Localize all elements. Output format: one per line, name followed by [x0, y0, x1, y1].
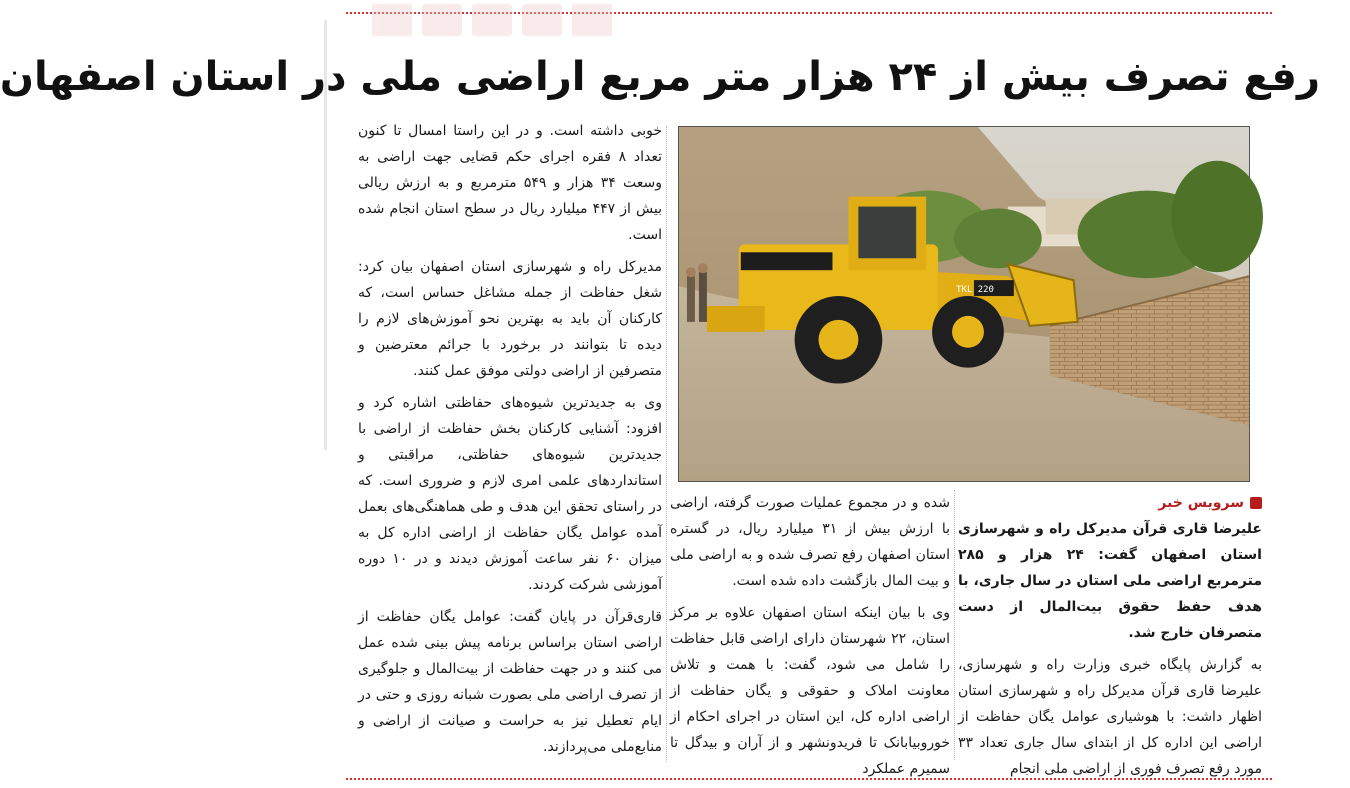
article-photo [678, 126, 1250, 482]
body-paragraph: وی با بیان اینکه استان اصفهان علاوه بر مرکز استان، ۲۲ شهرستان دارای اراضی قابل حفاظت را شامل می شود، گفت: با همت و تلاش معاونت املاک و حقوقی و یگان حفاظت از اراضی اداره کل، این استان در اجرای احکام از خوروبیابانک تا فریدونشهر و از آران و بیدگل تا سمیرم عملکرد [670, 605, 950, 777]
article-column-left [358, 118, 662, 762]
corner-mark [1312, 0, 1350, 14]
body-paragraph: مدیرکل راه و شهرسازی استان اصفهان بیان کرد: شغل حفاظت از جمله مشاغل حساس است، که کارکنان آن باید به بهترین نحو آموزش‌های لازم را دیده تا بتوانند در برخورد با جرائم معترضین و متصرفین از اراضی دولتی موفق عمل کنند. [358, 259, 662, 379]
body-paragraph: قاری‌قرآن در پایان گفت: عوامل یگان حفاظت از اراضی استان براساس برنامه پیش بینی شده عمل می کنند و در جهت حفاظت از بیت‌المال و جلوگیری از تصرف اراضی ملی بصورت شبانه روزی و حتی در ایام تعطیل نیز به حراست و صیانت از اراضی و منابع‌ملی می‌پردازند. [358, 609, 662, 755]
article-headline: رفع تصرف بیش از ۲۴ هزار متر مربع اراضی ملی در استان اصفهان [0, 54, 1320, 100]
body-paragraph: خوبی داشته است. و در این راستا امسال تا کنون تعداد ۸ فقره اجرای حکم قضایی جهت اراضی به وسعت ۳۴ هزار و ۵۴۹ مترمربع و به ارزش ریالی بیش از ۴۴۷ میلیارد ریال در سطح استان انجام شده است. [358, 123, 663, 243]
column-separator [954, 490, 955, 760]
source-icon [1250, 497, 1262, 509]
column-separator [666, 126, 667, 762]
article-column-right [958, 490, 1262, 777]
watermark-logo [362, 4, 612, 46]
lead-paragraph: علیرضا قاری قرآن مدیرکل راه و شهرسازی استان اصفهان گفت: ۲۴ هزار و ۲۸۵ مترمربع اراضی ملی استان در سال جاری، با هدف حفظ حقوق بیت‌المال از دست متصرفان خارج شد. [958, 521, 1262, 641]
body-paragraph: به گزارش پایگاه خبری وزارت راه و شهرسازی، علیرضا قاری قرآن مدیرکل راه و شهرسازی استان اظهار داشت: با هوشیاری عوامل یگان حفاظت از اراضی این اداره کل از ابتدای سال جاری تعداد ۳۳ مورد رفع تصرف فوری از اراضی ملی انجام [958, 657, 1262, 777]
source-label [958, 490, 1262, 516]
wheel-loader-photo [679, 127, 1249, 481]
article-column-middle [670, 490, 950, 777]
body-paragraph: شده و در مجموع عملیات صورت گرفته، اراضی با ارزش بیش از ۳۱ میلیارد ریال، در گستره استان اصفهان رفع تصرف شده و به اراضی ملی و بیت المال بازگشت داده شده است. [670, 495, 950, 589]
machine-plate: TKL 220 [956, 285, 994, 296]
body-paragraph: وی به جدیدترین شیوه‌های حفاظتی اشاره کرد و افزود: آشنایی کارکنان بخش حفاظت از اراضی با جدیدترین شیوه‌های حفاظتی، مراقبتی و استانداردهای علمی امری لازم و ضروری است. که در راستای تحقق این هدف و طی هماهنگی‌های بعمل آمده عوامل یگان حفاظت از اراضی اداره کل به میزان ۶۰ نفر ساعت آموزش دیدند و در ۱۰ دوره آموزشی شرکت کردند. [358, 395, 662, 593]
source-text: سرویس خبر [1158, 495, 1244, 511]
bottom-dotted-rule [346, 778, 1272, 780]
